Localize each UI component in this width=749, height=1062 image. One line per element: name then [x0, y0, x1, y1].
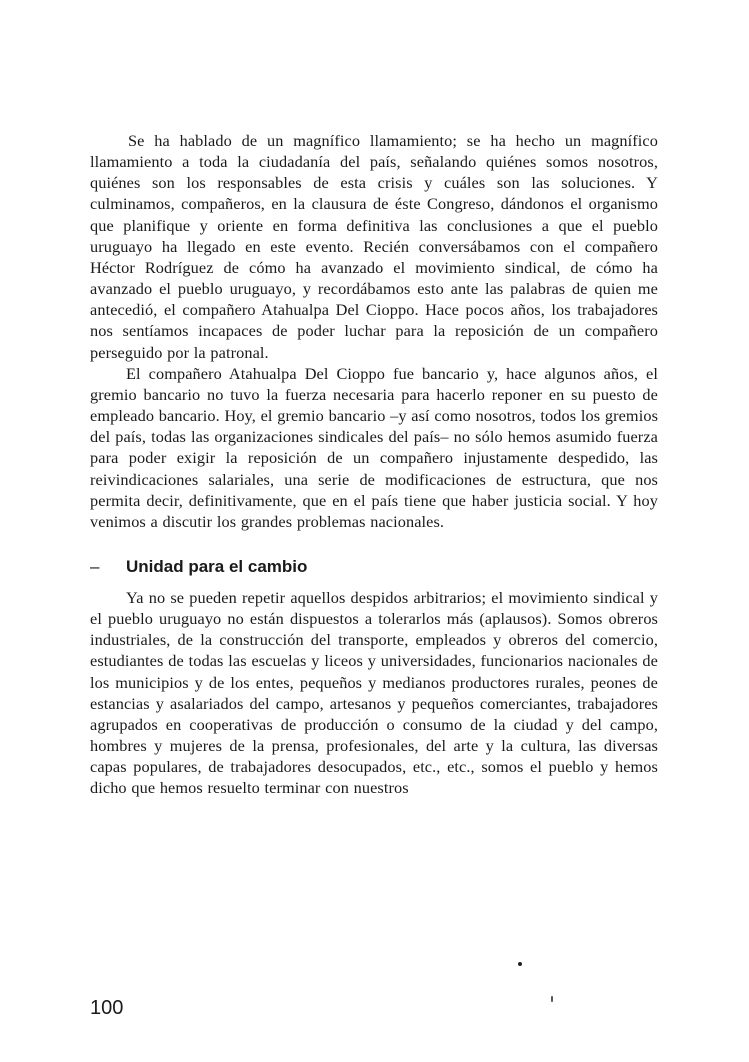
paragraph-2: El compañero Atahualpa Del Cioppo fue bancario y, hace algunos años, el gremio bancario no tuvo la fuerza necesaria para hacerlo reponer en su puesto de empleado bancario. Hoy, el gremio bancario –y así como nosotros, todos los gremios del país, todas las organizaciones sindicales del país– no sólo hemos asumido fuerza para poder exigir la reposición de un compañero injustamente despedido, las reivindicaciones salariales, una serie de modificaciones de estructura, que nos permita decir, definitivamente, que en el país tiene que haber justicia social. Y hoy venimos a discutir los grandes problemas nacionales.: [90, 363, 658, 531]
page-number: 100: [90, 997, 124, 1019]
heading-dash: –: [90, 556, 100, 576]
paragraph-3: Ya no se pueden repetir aquellos despidos arbitrarios; el movimiento sindical y el pueblo uruguayo no están dispuestos a tolerarlos más (aplausos). Somos obreros industriales, de la construcción del transporte, empleados y obreros del comercio, estudiantes de todas las escuelas y liceos y universidades, funcionarios nacionales de los municipios y de los entes, pequeños y medianos productores rurales, peones de estancias y asalariados del campo, artesanos y pequeños comerciantes, trabajadores agrupados en cooperativas de producción o consumo de la ciudad y del campo, hombres y mujeres de la prensa, profesionales, del arte y la cultura, las diversas capas populares, de trabajadores desocupados, etc., etc., somos el pueblo y hemos dicho que hemos resuelto terminar con nuestros: [90, 587, 658, 798]
section-heading: [90, 556, 658, 578]
page-body: [90, 130, 658, 799]
print-speck: [518, 962, 522, 966]
paragraph-1: Se ha hablado de un magnífico llamamiento; se ha hecho un magnífico llamamiento a toda la ciudadanía del país, señalando quiénes somos nosotros, quiénes son los responsables de esta crisis y cuáles son las soluciones. Y culminamos, compañeros, en la clausura de éste Congreso, dándonos el organismo que planifique y oriente en forma definitiva las conclusiones a que el pueblo uruguayo ha llegado en este evento. Recién conversábamos con el compañero Héctor Rodríguez de cómo ha avanzado el movimiento sindical, de cómo ha avanzado el pueblo uruguayo, y recordábamos esto ante las palabras de quien me antecedió, el compañero Atahualpa Del Cioppo. Hace pocos años, los trabajadores nos sentíamos incapaces de poder luchar para la reposición de un compañero perseguido por la patronal.: [90, 131, 658, 362]
print-speck: [551, 996, 553, 1002]
heading-title: Unidad para el cambio: [126, 556, 308, 576]
